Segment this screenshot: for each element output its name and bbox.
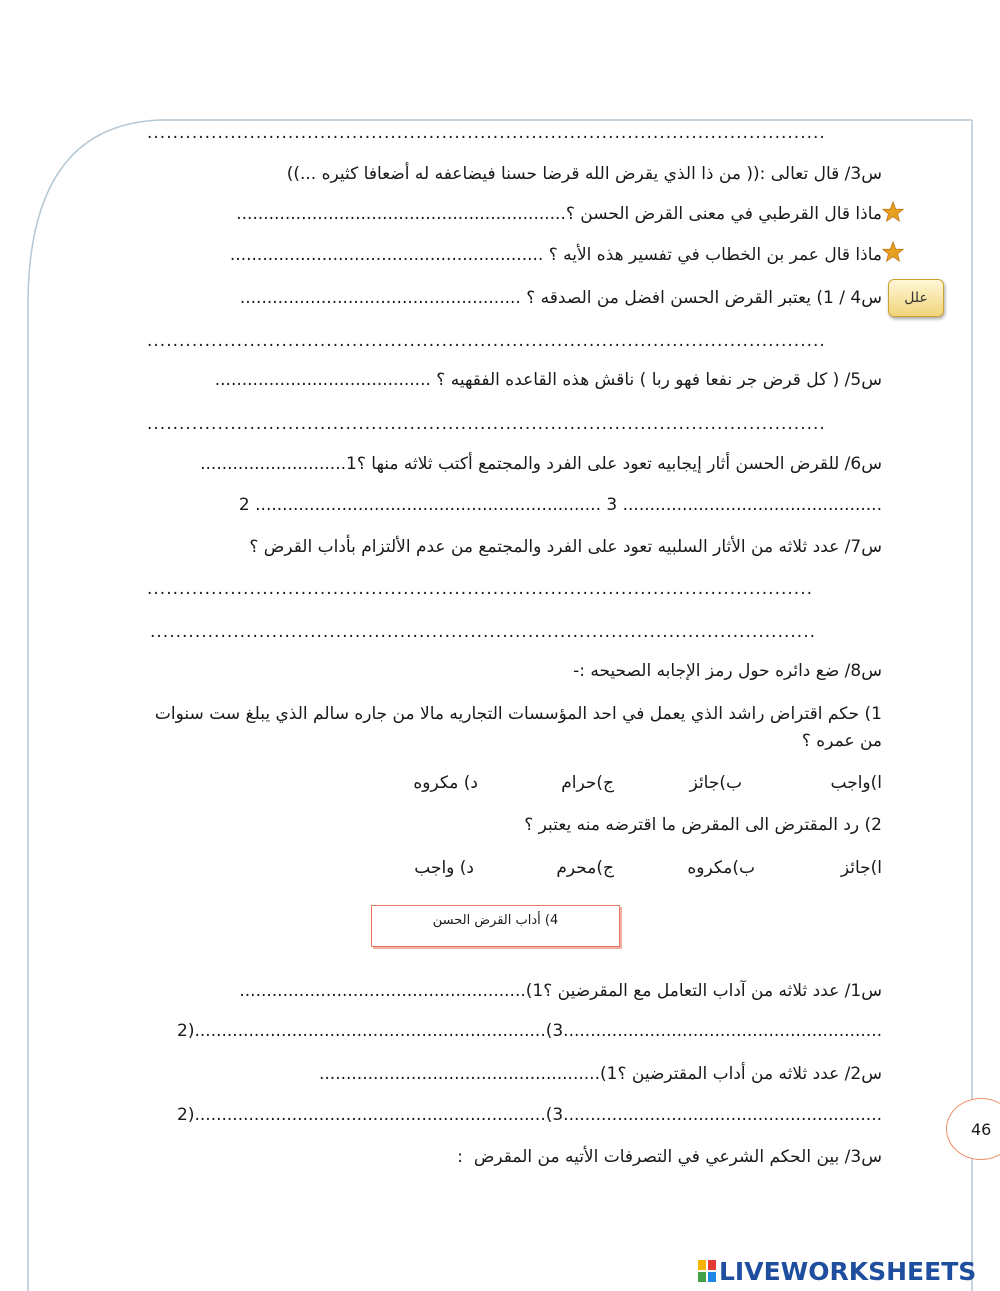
- section2-question-3: س3/ بين الحكم الشرعي في التصرفات الأتيه من المقرض :: [457, 1147, 882, 1167]
- section2-question-2-answers: 2).................................................................(3...........................................................: [177, 1105, 882, 1125]
- question-7: س7/ عدد ثلاثه من الأثار السلبيه تعود على الفرد والمجتمع من عدم الألتزام بأداب القرض ؟: [249, 537, 882, 557]
- question-3b: ماذا قال عمر بن الخطاب في تفسير هذه الأيه ؟ ..........................................................: [229, 245, 882, 265]
- answer-dots: ..........................................................................................................: [147, 331, 826, 351]
- question-5: س5/ ( كل قرض جر نفعا فهو ربا ) ناقش هذه القاعده الفقهيه ؟ ........................................: [214, 370, 882, 390]
- justify-button[interactable]: علل: [888, 279, 944, 317]
- question-3a: ماذا قال القرطبي في معنى القرض الحسن ؟.............................................................: [236, 204, 882, 224]
- section-title: 4) أداب القرض الحسن: [371, 905, 620, 947]
- option-b[interactable]: ب)مكروه: [687, 858, 755, 878]
- option-d[interactable]: د) واجب: [414, 858, 474, 878]
- section2-question-1: س1/ عدد ثلاثه من آداب التعامل مع المقرضين ؟1).....................................................: [239, 981, 882, 1001]
- section2-question-2: س2/ عدد ثلاثه من أداب المقترضين ؟1)....................................................: [318, 1064, 882, 1084]
- star-icon: [882, 201, 904, 223]
- logo-icon: [698, 1260, 716, 1282]
- question-6-answers: 2 ................................................................ 3 ................................................: [238, 495, 882, 515]
- answer-dots: ........................................................................................................: [150, 622, 816, 642]
- answer-dots: ........................................................................................................: [147, 579, 813, 599]
- answer-dots: ..........................................................................................................: [147, 414, 826, 434]
- answer-dots: ..........................................................................................................: [147, 123, 826, 143]
- question-8-2: 2) رد المقترض الى المقرض ما اقترضه منه يعتبر ؟: [524, 815, 882, 835]
- page-number: 46: [946, 1098, 1000, 1160]
- brand-logo: [698, 1256, 976, 1286]
- option-a[interactable]: ا)واجب: [830, 773, 882, 793]
- option-a[interactable]: ا)جائز: [840, 858, 882, 878]
- question-6: س6/ للقرض الحسن أثار إيجابيه تعود على الفرد والمجتمع أكتب ثلاثه منها ؟1...........................: [200, 454, 882, 474]
- question-3: س3/ قال تعالى :(( من ذا الذي يقرض الله قرضا حسنا فيضاعفه له أضعافا كثيره ...)): [286, 164, 882, 184]
- question-8: س8/ ضع دائره حول رمز الإجابه الصحيحه :-: [573, 661, 882, 681]
- section2-question-1-answers: 2).................................................................(3...........................................................: [177, 1021, 882, 1041]
- option-b[interactable]: ب)جائز: [689, 773, 742, 793]
- question-4: س4 / 1) يعتبر القرض الحسن افضل من الصدقه ؟ ....................................................: [239, 288, 882, 308]
- option-c[interactable]: ج)محرم: [556, 858, 614, 878]
- question-8-1: 1) حكم اقتراض راشد الذي يعمل في احد المؤسسات التجاريه مالا من جاره سالم الذي يبلغ ست سنوات: [154, 704, 882, 724]
- star-icon: [882, 241, 904, 263]
- brand-name: LIVEWORKSHEETS: [719, 1256, 977, 1286]
- option-c[interactable]: ج)حرام: [561, 773, 614, 793]
- option-d[interactable]: د) مكروه: [413, 773, 478, 793]
- question-8-1-cont: من عمره ؟: [801, 731, 882, 751]
